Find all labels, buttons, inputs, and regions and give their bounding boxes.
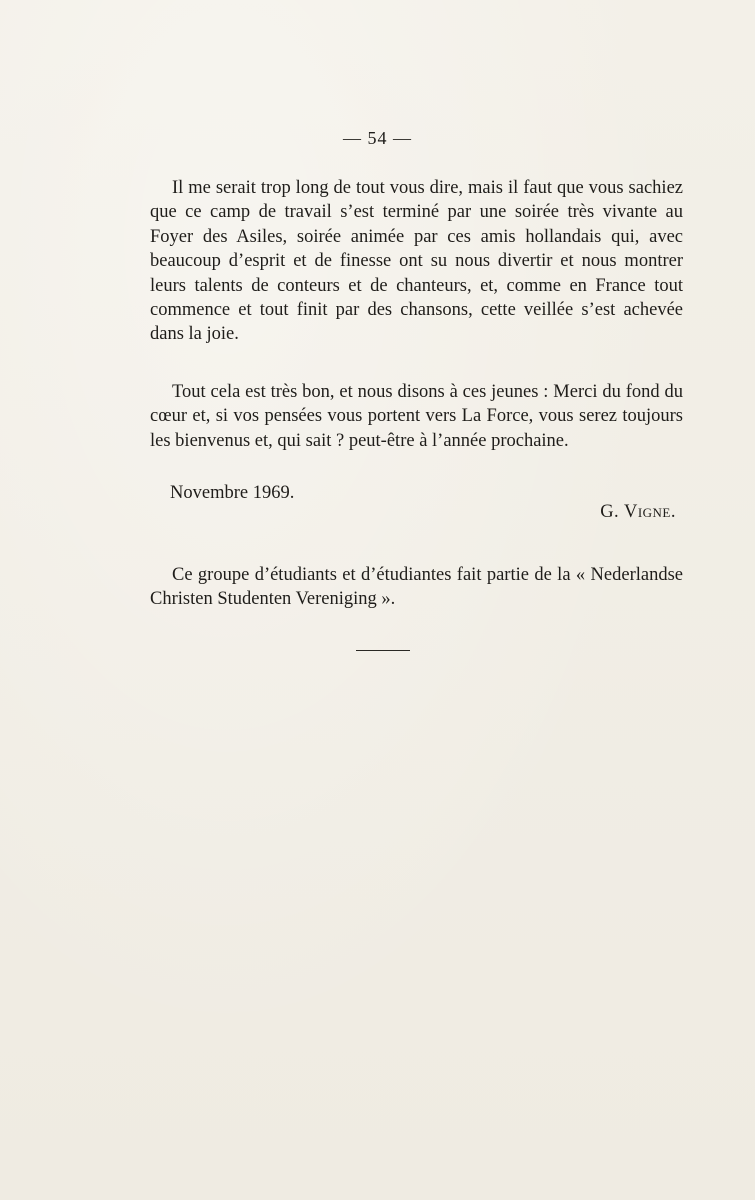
signature-name: G. Vigne. xyxy=(600,502,676,522)
paragraph-2: Tout cela est très bon, et nous disons à ces jeunes : Merci du fond du cœur et, si vos pensées vous portent vers La Force, vous serez toujours les bienvenus et, qui sait ? peut-être à l’année prochaine. xyxy=(150,382,683,451)
footnote-block xyxy=(150,563,683,612)
signature xyxy=(600,502,676,523)
separator-rule xyxy=(356,650,410,651)
paragraph-2-block xyxy=(150,380,683,453)
date-line: Novembre 1969. xyxy=(170,483,295,503)
footnote: Ce groupe d’étudiants et d’étudiantes fait partie de la « Nederlandse Christen Studenten Vereniging ». xyxy=(150,565,683,610)
paragraph-1: Il me serait trop long de tout vous dire, mais il faut que vous sachiez que ce camp de travail s’est terminé par une soirée très vivante au Foyer des Asiles, soirée animée par ces amis hollandais qui, avec beaucoup d’esprit et de finesse ont su nous divertir et nous montrer leurs talents de conteurs et de chanteurs, et, comme en France tout commence et tout finit par des chansons, cette veillée s’est achevée dans la joie. xyxy=(150,178,683,345)
page-number: — 54 — xyxy=(343,128,412,148)
paragraph-1-block xyxy=(150,176,683,347)
